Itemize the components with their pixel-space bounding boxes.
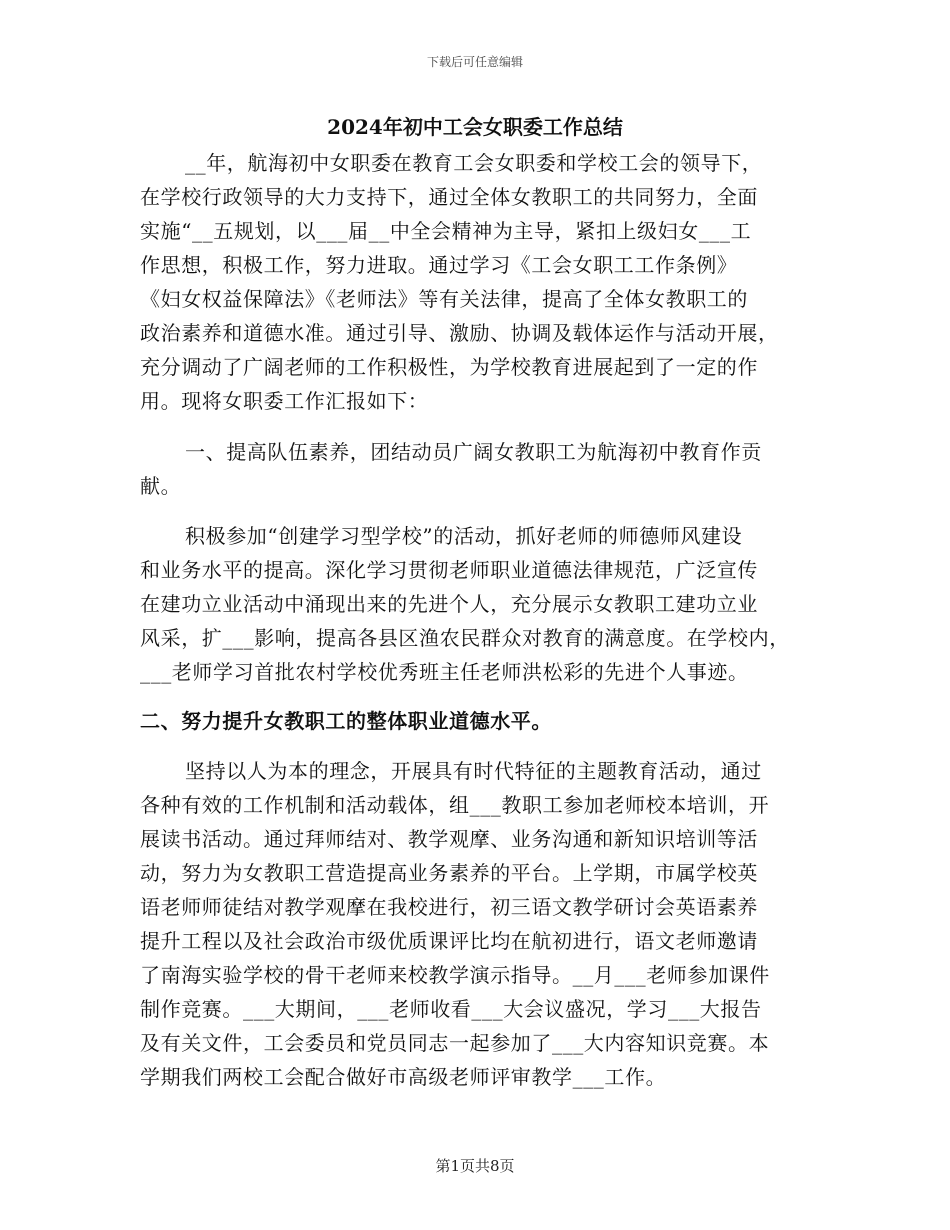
body-line: 充分调动了广阔老师的工作积极性，为学校教育进展起到了一定的作: [140, 355, 758, 379]
body-line: 坚持以人为本的理念，开展具有时代特征的主题教育活动，通过: [185, 759, 762, 783]
body-line: 献。: [140, 474, 182, 498]
body-line: 学期我们两校工会配合做好市高级老师评审教学___工作。: [140, 1065, 667, 1089]
body-line: 政治素养和道德水准。通过引导、激励、协调及载体运作与活动开展，: [140, 321, 779, 345]
body-line: __年，航海初中女职委在教育工会女职委和学校工会的领导下，: [185, 151, 763, 175]
body-line: 语老师师徒结对教学观摩在我校进行，初三语文教学研讨会英语素养: [140, 895, 758, 919]
body-line: 《妇女权益保障法》《老师法》等有关法律，提高了全体女教职工的: [140, 287, 748, 311]
document-title: 2024年初中工会女职委工作总结: [327, 115, 623, 139]
body-line: 实施“__五规划，以___届__中全会精神为主导，紧扣上级妇女___工: [140, 219, 752, 243]
body-line: ___老师学习首批农村学校优秀班主任老师洪松彩的先进个人事迹。: [140, 660, 749, 684]
body-line: 展读书活动。通过拜师结对、教学观摩、业务沟通和新知识培训等活: [140, 827, 758, 851]
header-note: 下载后可任意编辑: [426, 55, 523, 69]
body-line: 提升工程以及社会政治市级优质课评比均在航初进行，语文老师邀请: [140, 929, 758, 953]
body-line: 和业务水平的提高。深化学习贯彻老师职业道德法律规范，广泛宣传: [140, 558, 758, 582]
body-line: 在学校行政领导的大力支持下，通过全体女教职工的共同努力，全面: [140, 185, 758, 209]
body-line: 用。现将女职委工作汇报如下：: [140, 389, 429, 413]
page-number: 第1页共8页: [435, 1157, 515, 1175]
body-line: 风采，扩___影响，提高各县区渔农民群众对教育的满意度。在学校内，: [140, 626, 790, 650]
body-line: 动，努力为女教职工营造提高业务素养的平台。上学期，市属学校英: [140, 861, 758, 885]
body-line: 在建功立业活动中涌现出来的先进个人，充分展示女教职工建功立业: [140, 592, 758, 616]
body-line: 作思想，积极工作，努力进取。通过学习《工会女职工工作条例》: [140, 253, 738, 277]
body-line: 及有关文件，工会委员和党员同志一起参加了___大内容知识竞赛。本: [140, 1031, 770, 1055]
body-line: 制作竞赛。___大期间，___老师收看___大会议盛况，学习___大报告: [140, 997, 762, 1021]
section-heading: 二、努力提升女教职工的整体职业道德水平。: [140, 709, 552, 733]
body-line: 了南海实验学校的骨干老师来校教学演示指导。__月___老师参加课件: [140, 963, 770, 987]
body-line: 积极参加“创建学习型学校”的活动，抓好老师的师德师风建设: [185, 524, 743, 548]
body-line: 各种有效的工作机制和活动载体，组___教职工参加老师校本培训，开: [140, 793, 770, 817]
section-heading: 一、提高队伍素养，团结动员广阔女教职工为航海初中教育作贡: [185, 440, 762, 464]
